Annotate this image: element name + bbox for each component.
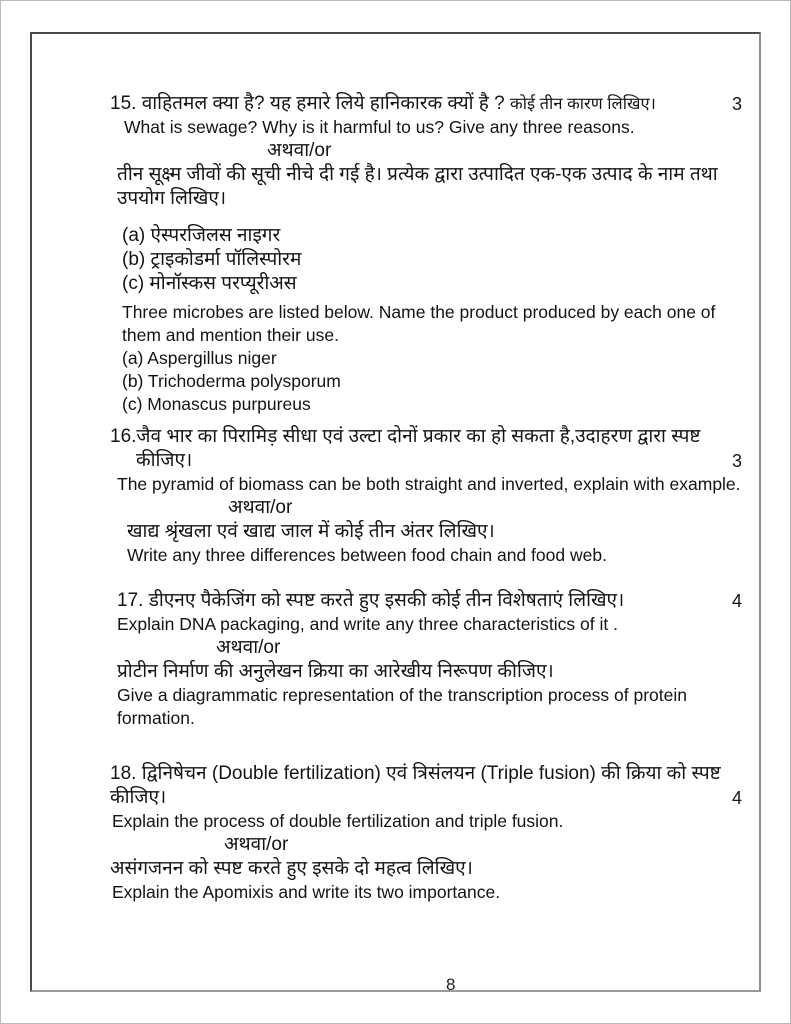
question-15-alt-hindi-item-a: (a) ऐस्परजिलस नाइगर [122,225,281,246]
page-border-frame [30,32,761,992]
question-15-alt-english-line-2: them and mention their use. [122,325,339,345]
question-18-alt-hindi: असंगजनन को स्पष्ट करते हुए इसके दो महत्व लिखिए। [110,858,473,879]
question-16-hindi-line-2-text: कीजिए। [136,450,193,471]
question-15-alt-hindi-line-1: तीन सूक्ष्म जीवों की सूची नीचे दी गई है। प्रत्येक द्वारा उत्पादित एक-एक उत्पाद के नाम तथा [117,164,718,185]
question-18-or-label: अथवा/or [224,834,289,855]
question-18 [110,762,752,904]
question-15-or-label: अथवा/or [267,140,332,161]
question-18-hindi-line-2 [110,786,752,810]
question-15 [110,92,752,416]
question-15-hindi-main: 15. वाहितमल क्या है? यह हमारे लिये हानिकारक क्यों है ? [110,93,511,114]
questions-content [110,92,752,904]
question-18-english: Explain the process of double fertilization and triple fusion. [112,811,564,831]
question-15-marks: 3 [731,94,742,114]
question-15-alt-hindi-item-b: (b) ट्राइकोडर्मा पॉलिस्पोरम [122,249,302,270]
page-number: 8 [446,975,456,994]
question-17-hindi [117,589,752,613]
question-18-alt-english: Explain the Apomixis and write its two importance. [112,882,501,902]
question-15-alt-english-item-b: (b) Trichoderma polysporum [122,371,341,391]
question-17-or-label: अथवा/or [216,637,281,658]
question-15-english: What is sewage? Why is it harmful to us? Give any three reasons. [124,117,635,137]
question-18-hindi-line-1: 18. द्विनिषेचन (Double fertilization) एवं त्रिसंलयन (Triple fusion) की क्रिया को स्पष्ट [110,763,721,784]
question-15-hindi [110,92,752,116]
question-17-alt-english-line-1: Give a diagrammatic representation of the transcription process of protein [117,685,688,705]
question-16-english: The pyramid of biomass can be both straight and inverted, explain with example. [117,474,741,494]
question-15-alt-hindi-item-c: (c) मोनॉस्कस परप्यूरीअस [122,273,297,294]
question-15-alt-english-item-a: (a) Aspergillus niger [122,348,277,368]
question-16-alt-english: Write any three differences between food chain and food web. [127,545,607,565]
question-17-marks: 4 [731,591,742,611]
question-16-marks: 3 [731,451,742,471]
question-17 [110,589,752,730]
question-16-hindi-line-1: 16.जैव भार का पिरामिड़ सीधा एवं उल्टा दोनों प्रकार का हो सकता है,उदाहरण द्वारा स्पष्ट [110,426,701,447]
question-17-alt-hindi: प्रोटीन निर्माण की अनुलेखन क्रिया का आरेखीय निरूपण कीजिए। [117,661,554,682]
question-15-alt-hindi-line-2: उपयोग लिखिए। [117,188,227,209]
question-15-alt-english-item-c: (c) Monascus purpureus [122,394,311,414]
question-17-hindi-text: 17. डीएनए पैकेजिंग को स्पष्ट करते हुए इसकी कोई तीन विशेषताएं लिखिए। [117,590,625,611]
question-16-hindi-line-2 [110,449,752,473]
question-17-alt-english-line-2: formation. [117,708,195,728]
question-15-hindi-tail: कोई तीन कारण लिखिए। [510,95,656,113]
question-16-alt-hindi: खाद्य श्रृंखला एवं खाद्य जाल में कोई तीन अंतर लिखिए। [127,521,495,542]
question-18-marks: 4 [731,788,742,808]
question-16-or-label: अथवा/or [228,497,293,518]
question-16 [110,425,752,567]
question-18-hindi-line-2-text: कीजिए। [110,787,167,808]
question-17-english: Explain DNA packaging, and write any three characteristics of it . [117,614,618,634]
question-15-alt-english-line-1: Three microbes are listed below. Name the product produced by each one of [122,302,716,322]
